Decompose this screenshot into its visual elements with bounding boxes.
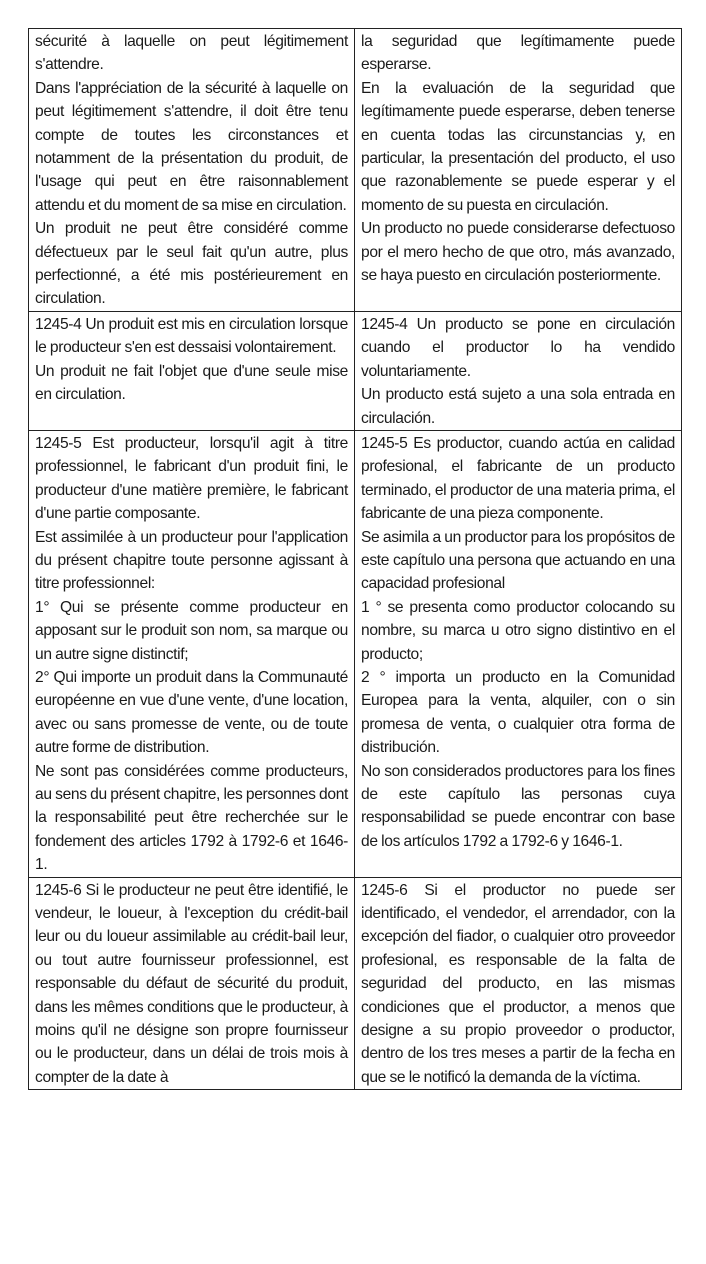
french-paragraph: 1245-6 Si le producteur ne peut être identifié, le vendeur, le loueur, à l'exception du crédit-bail leur ou du loueur assimilable au crédit-bail leur, ou tout autre fournisseur professionnel, est responsable du défaut de sécurité du produit, dans les mêmes conditions que le producteur, à moins qu'il ne désigne son propre fournisseur ou le producteur, dans un délai de trois mois à compter de la date à [35,881,348,1086]
french-cell [29,430,355,877]
french-paragraph: Ne sont pas considérées comme producteurs, au sens du présent chapitre, les personnes dont la responsabilité peut être recherchée sur le fondement des articles 1792 à 1792-6 et 1646-1. [35,762,348,874]
spanish-cell [355,877,682,1090]
french-paragraph: 2° Qui importe un produit dans la Communauté européenne en vue d'une vente, d'une location, avec ou sans promesse de vente, ou de toute autre forme de distribution. [35,668,348,757]
bilingual-table [28,28,682,1090]
french-paragraph: Un produit ne peut être considéré comme défectueux par le seul fait qu'un autre, plus perfectionné, a été mis postérieurement en circulation. [35,220,348,308]
spanish-paragraph: 1245-5 Es productor, cuando actúa en calidad profesional, el fabricante de un producto terminado, el productor de una materia prima, el fabricante de una pieza componente. [361,434,675,523]
french-paragraph: Est assimilée à un producteur pour l'application du présent chapitre toute personne agissant à titre professionnel: [35,528,348,593]
table-row [29,877,682,1090]
spanish-paragraph: Un producto está sujeto a una sola entrada en circulación. [361,386,675,427]
french-cell [29,877,355,1090]
spanish-paragraph: En la evaluación de la seguridad que legítimamente puede esperarse, deben tenerse en cuenta todas las circunstancias y, en particular, la presentación del producto, el uso que razonablemente se puede esperar y el momento de su puesta en circulación. [361,79,675,214]
spanish-paragraph: Un producto no puede considerarse defectuoso por el mero hecho de que otro, más avanzado, se haya puesto en circulación posteriormente. [361,220,675,285]
table-row [29,311,682,430]
spanish-cell [355,430,682,877]
french-paragraph: 1245-5 Est producteur, lorsqu'il agit à titre professionnel, le fabricant d'un produit fini, le producteur d'une matière première, le fabricant d'une partie composante. [35,434,348,523]
spanish-cell [355,311,682,430]
french-paragraph: 1245-4 Un produit est mis en circulation lorsque le producteur s'en est dessaisi volontairement. [35,315,348,357]
spanish-paragraph: 1 ° se presenta como productor colocando su nombre, su marca u otro signo distintivo en el producto; [361,598,675,663]
french-paragraph: 1° Qui se présente comme producteur en apposant sur le produit son nom, sa marque ou un autre signe distinctif; [35,598,348,663]
spanish-cell [355,29,682,312]
spanish-paragraph: la seguridad que legítimamente puede esperarse. [361,33,675,74]
french-cell [29,311,355,430]
french-paragraph: Dans l'appréciation de la sécurité à laquelle on peut légitimement s'attendre, il doit être tenu compte de toutes les circonstances et notamment de la présentation du produit, de l'usage qui peut en être raisonnablement attendu et du moment de sa mise en circulation. [35,79,348,214]
table-row [29,430,682,877]
spanish-paragraph: No son considerados productores para los fines de este capítulo las personas cuya responsabilidad se puede encontrar con base de los artículos 1792 a 1792-6 y 1646-1. [361,762,675,850]
french-paragraph: Un produit ne fait l'objet que d'une seule mise en circulation. [35,362,348,404]
french-cell [29,29,355,312]
spanish-paragraph: 1245-4 Un producto se pone en circulación cuando el productor lo ha vendido voluntariamente. [361,315,675,380]
table-row [29,29,682,312]
spanish-paragraph: 2 ° importa un producto en la Comunidad Europea para la venta, alquiler, con o sin promesa de venta, o cualquier otra forma de distribución. [361,668,675,757]
french-paragraph: sécurité à laquelle on peut légitimement s'attendre. [35,33,348,74]
spanish-paragraph: 1245-6 Si el productor no puede ser identificado, el vendedor, el arrendador, con la excepción del fiador, o cualquier otro proveedor profesional, es responsable de la falta de seguridad del producto, en las mismas condiciones que el productor, a menos que designe a su propio proveedor o productor, dentro de los tres meses a partir de la fecha en que se le notificó la demanda de la víctima. [361,881,675,1086]
spanish-paragraph: Se asimila a un productor para los propósitos de este capítulo una persona que actuando en una capacidad profesional [361,528,675,593]
